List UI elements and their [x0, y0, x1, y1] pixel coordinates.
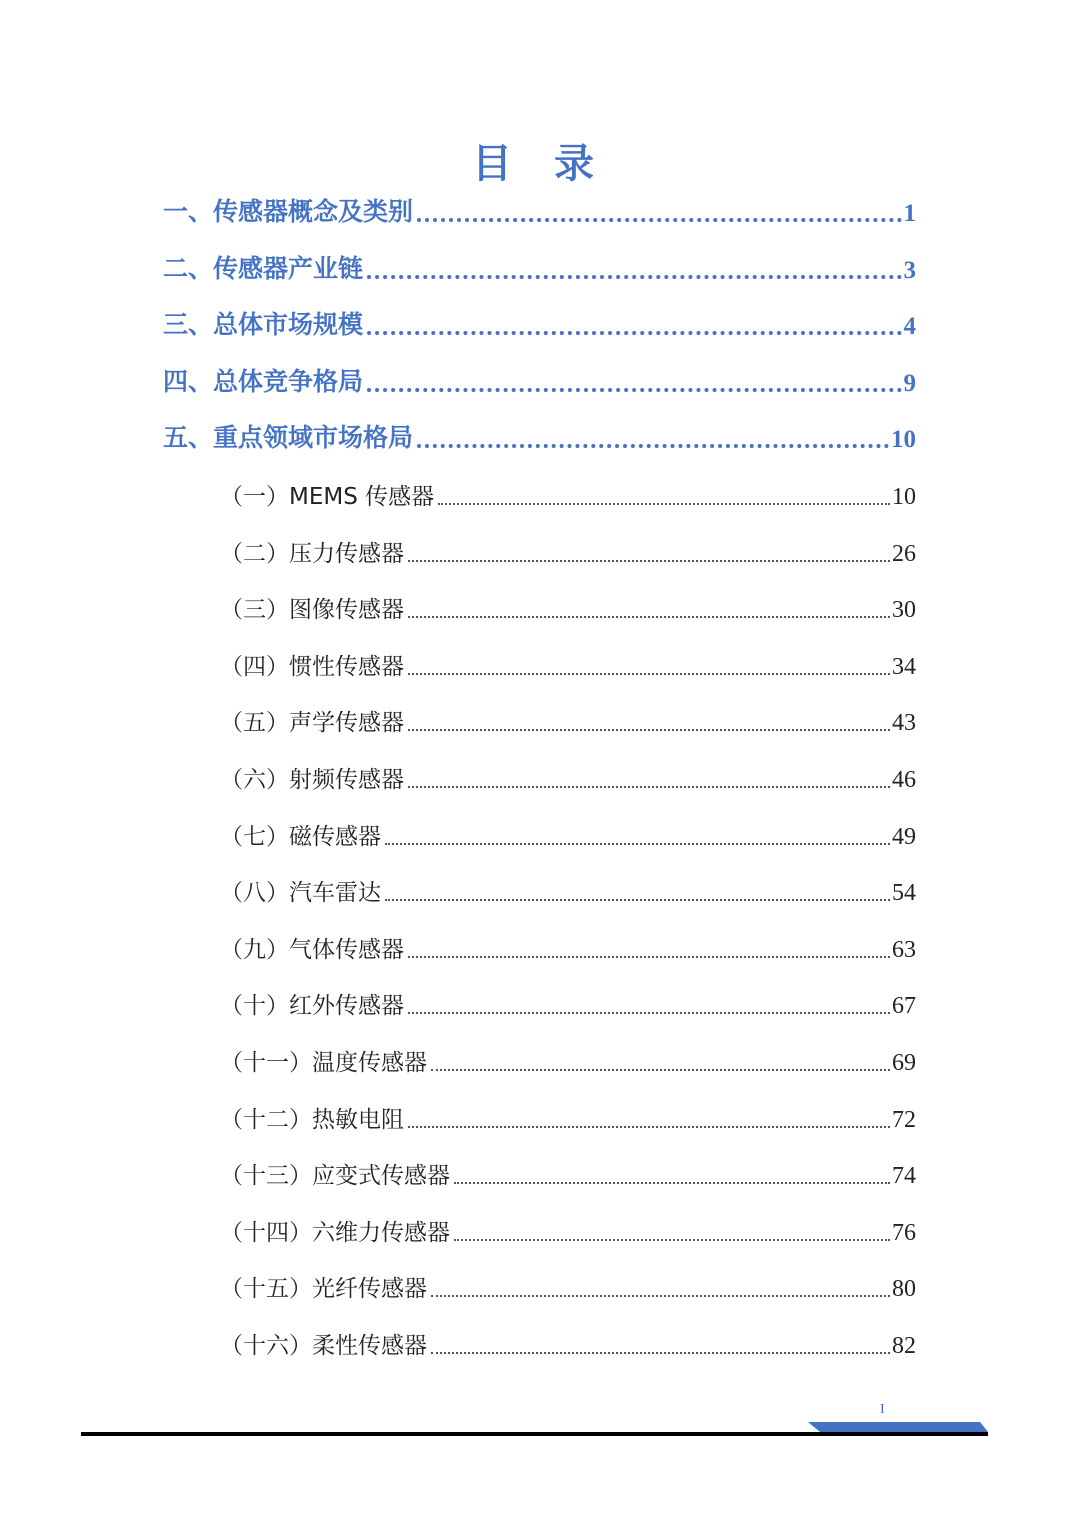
toc-entry-page-number: 34	[892, 653, 916, 680]
toc-entry-label: （十一）温度传感器	[220, 1050, 427, 1076]
footer-accent-band	[808, 1422, 988, 1432]
toc-entry-page-number: 72	[892, 1106, 916, 1133]
toc-entry-page-number: 69	[892, 1050, 916, 1076]
toc-entry-label: （十四）六维力传感器	[220, 1219, 450, 1246]
toc-entry-label: （十二）热敏电阻	[220, 1106, 404, 1133]
toc-entry-label: （五）声学传感器	[220, 710, 404, 737]
toc-entry-page-number: 30	[892, 597, 916, 624]
toc-entry-label: （九）气体传感器	[220, 936, 404, 963]
toc-entry-page-number: 4	[903, 313, 916, 341]
toc-entry-page-number: 49	[892, 823, 916, 850]
footer-page-number: I	[880, 1402, 885, 1417]
toc-entry-page-number: 76	[892, 1219, 916, 1246]
toc-entry-label: 四、总体竞争格局	[163, 366, 364, 396]
toc-entry-page-number: 46	[892, 767, 916, 793]
toc-entry-label: （十五）光纤传感器	[220, 1276, 427, 1303]
toc-entry-label: （十三）应变式传感器	[220, 1163, 450, 1190]
toc-entry-page-number: 43	[892, 710, 916, 737]
toc-entry-label: （六）射频传感器	[220, 767, 404, 793]
toc-entry-page-number: 3	[903, 256, 916, 284]
toc-entry-label: （十六）柔性传感器	[220, 1333, 427, 1359]
toc-entry-page-number: 10	[892, 484, 916, 510]
toc-entry-label: （十）红外传感器	[220, 993, 404, 1020]
toc-title: 目 录	[472, 141, 608, 187]
toc-entry-label: （八）汽车雷达	[220, 880, 381, 907]
toc-entry-page-number: 10	[891, 426, 916, 454]
toc-entry-page-number: 80	[892, 1276, 916, 1303]
toc-entry-label: 五、重点领域市场格局	[163, 423, 414, 453]
toc-entry-label: （二）压力传感器	[220, 540, 404, 567]
toc-entry-page-number: 67	[892, 993, 916, 1020]
toc-entry-page-number: 54	[892, 880, 916, 907]
toc-entry-label: （一）MEMS 传感器	[220, 484, 435, 510]
footer-rule	[81, 1432, 988, 1436]
toc-entry-label: （三）图像传感器	[220, 597, 404, 624]
toc-entry-label: （七）磁传感器	[220, 823, 381, 850]
toc-entry-page-number: 9	[903, 369, 916, 397]
toc-entry-page-number: 1	[903, 200, 916, 227]
toc-entry-page-number: 74	[892, 1163, 916, 1190]
toc-entry-label: 三、总体市场规模	[163, 310, 364, 340]
toc-entry-label: 二、传感器产业链	[163, 253, 364, 283]
toc-entry-label: （四）惯性传感器	[220, 653, 404, 680]
toc-entry-page-number: 63	[892, 936, 916, 963]
toc-entry-page-number: 26	[892, 540, 916, 567]
toc-entry-label: 一、传感器概念及类别	[163, 197, 414, 226]
toc-entry-page-number: 82	[892, 1333, 916, 1359]
